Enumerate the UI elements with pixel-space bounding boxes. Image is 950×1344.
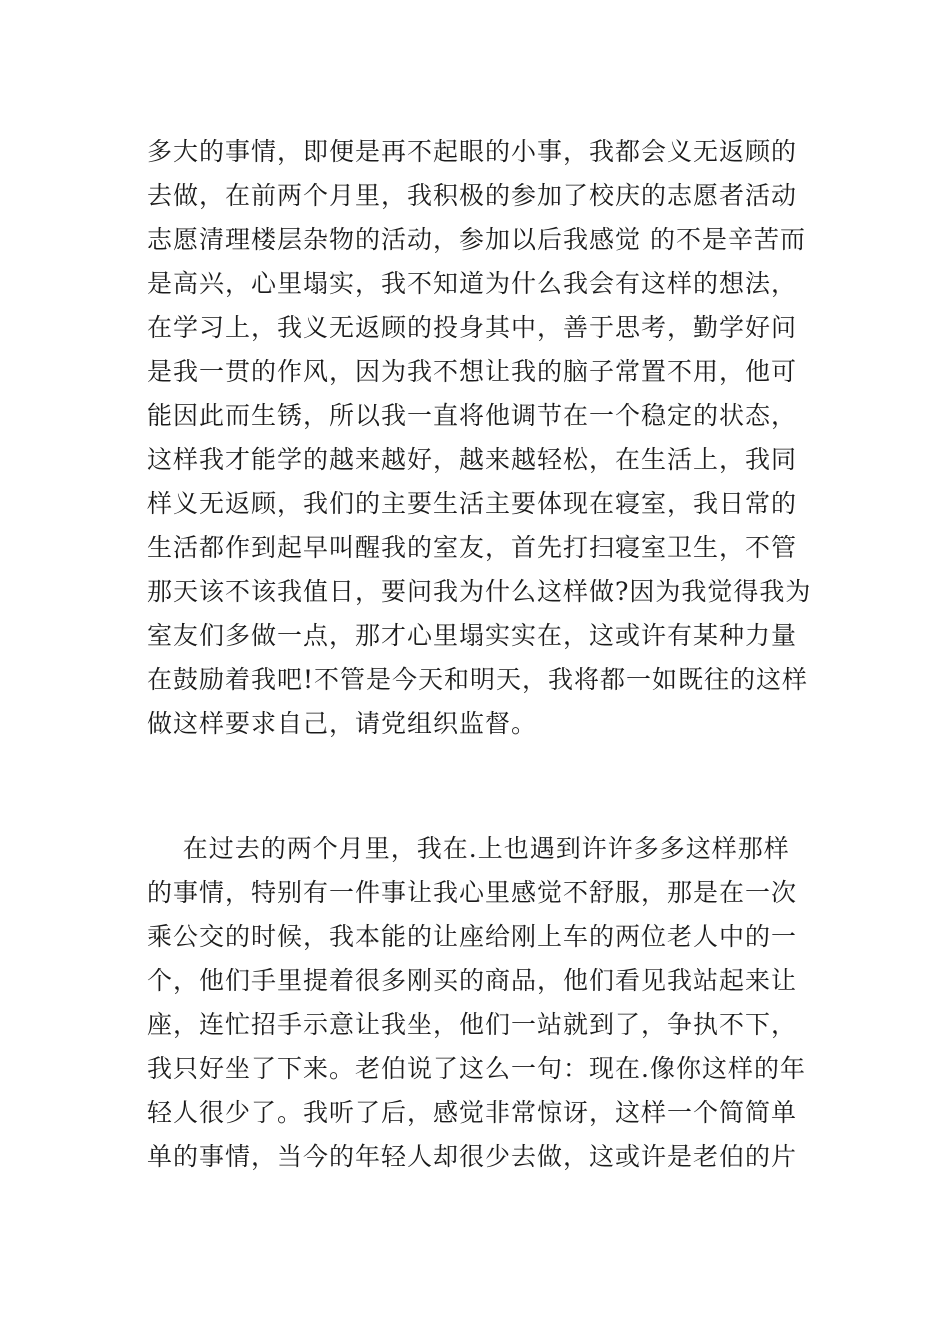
text-line: 座，连忙招手示意让我坐，他们一站就到了，争执不下， (147, 1010, 798, 1039)
text-line: 个，他们手里提着很多刚买的商品，他们看见我站起来让 (147, 966, 798, 995)
text-line: 多大的事情，即便是再不起眼的小事，我都会义无返顾的 (147, 137, 798, 166)
text-line: 的事情，特别有一件事让我心里感觉不舒服，那是在一次 (147, 878, 798, 907)
text-line: 这样我才能学的越来越好，越来越轻松，在生活上，我同 (147, 445, 798, 474)
text-line: 乘公交的时候，我本能的让座给刚上车的两位老人中的一 (147, 922, 798, 951)
text-line: 在过去的两个月里，我在.上也遇到许许多多这样那样 (147, 834, 790, 863)
text-line: 生活都作到起早叫醒我的室友，首先打扫寝室卫生，不管 (147, 533, 798, 562)
paragraph-1 (147, 130, 827, 746)
text-line: 单的事情，当今的年轻人却很少去做，这或许是老伯的片 (147, 1142, 798, 1171)
text-line: 去做，在前两个月里，我积极的参加了校庆的志愿者活动 (147, 181, 798, 210)
text-line: 那天该不该我值日，要问我为什么这样做?因为我觉得我为 (147, 577, 812, 606)
text-line: 我只好坐了下来。老伯说了这么一句：现在.像你这样的年 (147, 1054, 806, 1083)
text-line: 能因此而生锈，所以我一直将他调节在一个稳定的状态， (147, 401, 798, 430)
text-line: 做这样要求自己，请党组织监督。 (147, 709, 538, 738)
paragraph-2 (147, 827, 827, 1179)
text-line: 在鼓励着我吧!不管是今天和明天，我将都一如既往的这样 (147, 665, 809, 694)
text-line: 样义无返顾，我们的主要生活主要体现在寝室，我日常的 (147, 489, 798, 518)
text-line: 室友们多做一点，那才心里塌实实在，这或许有某种力量 (147, 621, 798, 650)
text-line: 在学习上，我义无返顾的投身其中，善于思考，勤学好问 (147, 313, 798, 342)
text-line: 轻人很少了。我听了后，感觉非常惊讶，这样一个简简单 (147, 1098, 798, 1127)
text-line: 是我一贯的作风，因为我不想让我的脑子常置不用，他可 (147, 357, 798, 386)
text-line: 志愿清理楼层杂物的活动，参加以后我感觉 的不是辛苦而 (147, 225, 806, 254)
text-line: 是高兴，心里塌实，我不知道为什么我会有这样的想法， (147, 269, 798, 298)
